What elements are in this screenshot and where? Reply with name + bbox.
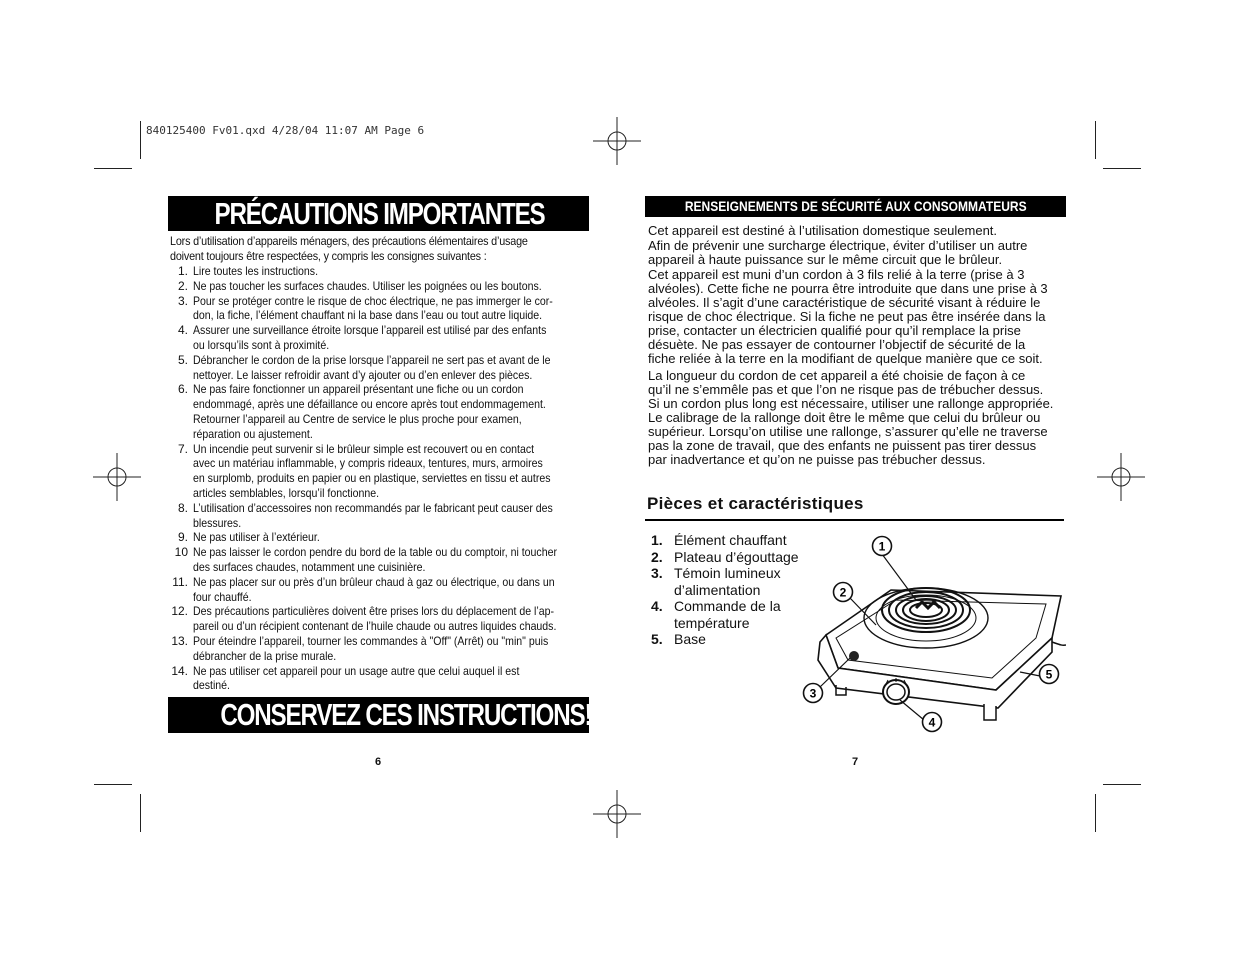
list-item — [170, 530, 600, 545]
list-item-text: Ne pas laisser le cordon pendre du bord de la table ou du comptoir, ni toucher des surfaces chaudes, notamment une cuisinière. — [193, 545, 557, 574]
precautions-intro — [170, 234, 590, 264]
list-item-text: Ne pas utiliser à l’extérieur. — [193, 530, 320, 545]
list-item — [170, 634, 600, 664]
part-label: Élément chauffant — [674, 532, 787, 548]
list-item-text: Des précautions particulières doivent être prises lors du déplacement de l’ap- pareil ou d’un récipient contenant de l’huile chaude ou autres liquides chauds. — [193, 604, 557, 634]
list-item-number: 6. — [177, 382, 188, 397]
precautions-title: PRÉCAUTIONS IMPORTANTES — [214, 196, 545, 231]
safety-text — [648, 224, 1078, 468]
callout-1-icon — [873, 537, 892, 556]
part-number: 2. — [651, 548, 663, 565]
list-item — [170, 264, 600, 279]
part-number: 3. — [651, 565, 663, 581]
parts-divider — [645, 519, 1064, 521]
list-item-number: 14. — [171, 663, 188, 678]
list-item-number: 7. — [177, 441, 188, 456]
part-label: Commande de la température — [674, 598, 781, 631]
list-item — [651, 631, 799, 648]
list-item-text: Pour se protéger contre le risque de choc électrique, ne pas immerger le cor- don, la fiche, l’élément chauffant ni la base dans l’eau ou tout autre liquide. — [193, 293, 553, 323]
list-item — [170, 575, 600, 605]
list-item-number: 13. — [171, 633, 188, 648]
page-number-left: 6 — [375, 756, 382, 768]
list-item-number: 1. — [177, 264, 188, 278]
part-label: Base — [674, 631, 706, 647]
list-item-number: 8. — [177, 500, 188, 515]
parts-list — [651, 532, 799, 648]
temperature-knob-icon — [883, 678, 909, 704]
precautions-list — [170, 264, 600, 693]
list-item — [170, 442, 600, 501]
list-item-text: L’utilisation d’accessoires non recommandés par le fabricant peut causer des blessures. — [193, 500, 553, 530]
registration-mark-bottom-icon — [593, 790, 641, 838]
callout-2-label: 2 — [839, 585, 847, 600]
power-indicator-icon — [849, 651, 859, 661]
list-item — [170, 545, 600, 575]
page-number-right: 7 — [852, 756, 859, 768]
list-item-text: Lire toutes les instructions. — [193, 264, 319, 278]
safety-title: RENSEIGNEMENTS DE SÉCURITÉ AUX CONSOMMATEURS — [684, 198, 1027, 214]
safety-paragraph: Afin de prévenir une surcharge électrique, éviter d’utiliser un autre appareil à haute puissance sur le même circuit que le brûleur. — [648, 238, 1028, 267]
parts-title: Pièces et caractéristiques — [647, 494, 864, 513]
registration-mark-top-icon — [593, 117, 641, 165]
list-item-text: Ne pas utiliser cet appareil pour un usage autre que celui auquel il est destiné. — [193, 663, 520, 693]
list-item-text: Un incendie peut survenir si le brûleur simple est recouvert ou en contact avec un matériau inflammable, y compris rideaux, tentures, murs, armoires en surplomb, produits en papier ou en plastique, serviettes en tissu et autres articles semblables, lorsqu’il fonctionne. — [193, 441, 551, 500]
list-item — [170, 323, 600, 353]
list-item-text: Débrancher le cordon de la prise lorsque l’appareil ne sert pas et avant de le nettoyer. Le laisser refroidir avant d’y ajouter ou d’en enlever des pièces. — [193, 352, 551, 382]
crop-mark-tr-v — [1095, 121, 1096, 159]
part-number: 4. — [651, 598, 663, 614]
list-item-text: Ne pas placer sur ou près d’un brûleur chaud à gaz ou électrique, ou dans un four chauffé. — [193, 574, 555, 604]
conservez-title: CONSERVEZ CES INSTRUCTIONS! — [220, 697, 592, 732]
part-label: Témoin lumineux d’alimentation — [674, 565, 781, 598]
list-item-text: Assurer une surveillance étroite lorsque l’appareil est utilisé par des enfants ou lorsqu’ils sont à proximité. — [193, 323, 547, 352]
callout-5-icon — [1040, 665, 1059, 684]
list-item-text: Ne pas toucher les surfaces chaudes. Utiliser les poignées ou les boutons. — [193, 278, 542, 293]
list-item — [170, 294, 600, 324]
callout-1-label: 1 — [878, 539, 886, 554]
callout-3-label: 3 — [809, 686, 817, 701]
list-item-number: 9. — [177, 530, 188, 545]
callout-4-icon — [923, 713, 942, 732]
list-item-number: 2. — [177, 278, 188, 293]
list-item — [651, 598, 799, 631]
list-item — [651, 532, 799, 549]
part-number: 5. — [651, 631, 663, 647]
list-item — [170, 353, 600, 383]
part-number: 1. — [651, 532, 663, 548]
callout-3-icon — [804, 684, 823, 703]
registration-mark-left-icon — [93, 453, 141, 501]
callout-2-icon — [834, 583, 853, 602]
safety-paragraph: La longueur du cordon de cet appareil a été choisie de façon à ce qu’il ne s’emmêle pas et que l’on ne risque pas de trébucher dessus. Si un cordon plus long est nécessaire, utiliser une rallonge appropriée. Le calibrage de la rallonge doit être le même que celui du brûleur ou supérieur. Lorsqu’on utilise une rallonge, s’assurer qu’elle ne traverse pas la zone de travail, que des enfants ne puissent pas tirer dessus par inadvertance et qu’on ne puisse pas trébucher dessus. — [648, 368, 1054, 467]
safety-paragraph: Cet appareil est muni d’un cordon à 3 fils relié à la terre (prise à 3 alvéoles). Cette fiche ne pourra être introduite que dans une prise à 3 alvéoles. Il s’agit d’une caractéristique de sécurité visant à réduire le risque de choc électrique. Si la fiche ne peut pas être insérée dans la prise, contacter un électricien qualifié pour qu’il remplace la prise désuète. Ne pas essayer de contourner l’objectif de sécurité de la fiche reliée à la terre en la modifiant de quelque manière que ce soit. — [648, 267, 1048, 366]
intro-line-1: Lors d’utilisation d’appareils ménagers, des précautions élémentaires d’usage — [170, 234, 528, 248]
conservez-banner — [168, 697, 592, 733]
crop-mark-br-v — [1095, 794, 1096, 832]
list-item-number: 4. — [177, 323, 188, 338]
crop-mark-tr-h — [1103, 168, 1141, 169]
list-item — [651, 549, 799, 566]
list-item — [170, 664, 600, 694]
crop-mark-bl-v — [140, 794, 141, 832]
list-item — [170, 382, 600, 441]
list-item — [651, 565, 799, 598]
list-item-text: Ne pas faire fonctionner un appareil présentant une fiche ou un cordon endommagé, après une défaillance ou encore après tout endommagement. Retourner l’appareil au Centre de service le plus proche pour examen, réparation ou ajustement. — [193, 382, 546, 441]
list-item — [170, 604, 600, 634]
hot-plate-illustration — [796, 530, 1066, 740]
callout-4-label: 4 — [928, 715, 936, 730]
crop-mark-tl-h — [94, 168, 132, 169]
registration-mark-right-icon — [1097, 453, 1145, 501]
print-slug: 840125400 Fv01.qxd 4/28/04 11:07 AM Page 6 — [146, 124, 425, 137]
list-item-text: Pour éteindre l’appareil, tourner les commandes à "Off" (Arrêt) ou "min" puis débrancher de la prise murale. — [193, 633, 549, 663]
safety-title-banner — [645, 196, 1066, 217]
crop-mark-tl-v — [140, 121, 141, 159]
list-item-number: 11. — [172, 574, 188, 589]
part-label: Plateau d’égouttage — [674, 548, 799, 565]
precautions-title-banner — [168, 196, 589, 231]
list-item-number: 10 — [174, 545, 188, 560]
list-item-number: 5. — [177, 352, 188, 367]
list-item-number: 3. — [177, 293, 188, 308]
callout-5-label: 5 — [1045, 667, 1053, 682]
crop-mark-br-h — [1103, 784, 1141, 785]
safety-paragraph: Cet appareil est destiné à l’utilisation domestique seulement. — [648, 223, 998, 238]
intro-line-2: doivent toujours être respectées, y compris les consignes suivantes : — [170, 249, 487, 263]
list-item — [170, 501, 600, 531]
list-item — [170, 279, 600, 294]
list-item-number: 12. — [171, 604, 188, 619]
crop-mark-bl-h — [94, 784, 132, 785]
